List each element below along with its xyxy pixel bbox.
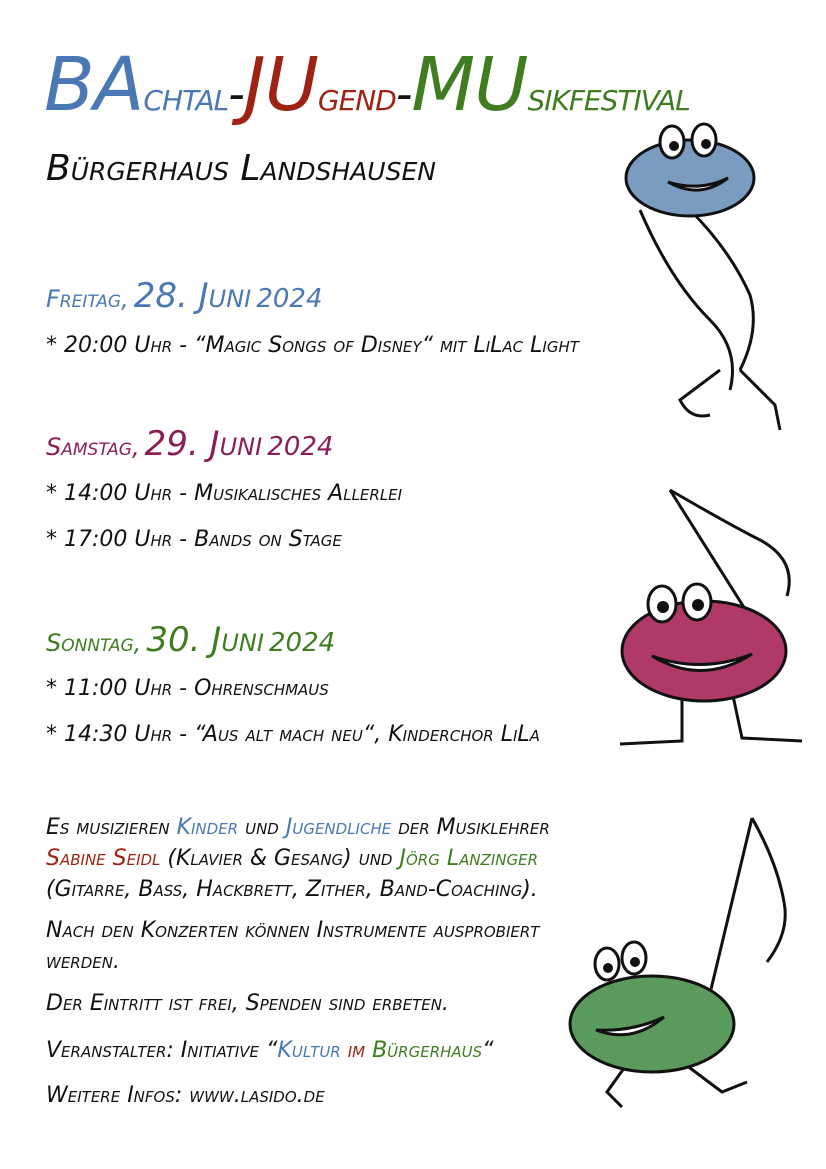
- info-kinder: Kinder: [176, 815, 239, 840]
- day-heading-sunday: [46, 620, 335, 660]
- info-text: Es musizieren: [46, 815, 177, 840]
- day-weekday: Sonntag,: [46, 629, 142, 657]
- info-kultur: Kultur: [277, 1038, 341, 1063]
- event-saturday-1: * 14:00 Uhr - Musikalisches Allerlei: [46, 481, 403, 506]
- day-year: 2024: [269, 628, 336, 658]
- info-organizer: [46, 1035, 646, 1066]
- info-buergerhaus: Bürgerhaus: [372, 1038, 483, 1063]
- info-text: und: [238, 815, 286, 840]
- festival-title: [44, 42, 690, 128]
- info-instruments: Nach den Konzerten können Instrumente ausprobiert werden.: [46, 918, 540, 974]
- title-word-1-initial: BA: [44, 42, 144, 128]
- teacher-joerg-lanzinger: Jörg Lanzinger: [399, 846, 539, 871]
- info-text: Veranstalter: Initiative “: [46, 1038, 278, 1063]
- info-text: der Musiklehrer: [391, 815, 550, 840]
- day-weekday: Freitag,: [46, 285, 129, 313]
- info-text: “: [482, 1038, 494, 1063]
- title-word-3-rest: sikfestival: [527, 74, 690, 120]
- info-im: im: [340, 1038, 373, 1063]
- day-heading-saturday: [46, 424, 333, 464]
- teacher-sabine-seidl: Sabine Seidl: [46, 846, 161, 871]
- event-friday-1: * 20:00 Uhr - “Magic Songs of Disney“ mit LiLac Light: [46, 333, 579, 358]
- info-text: (Gitarre, Bass, Hackbrett, Zither, Band-Coaching).: [46, 877, 538, 902]
- title-word-1-rest: chtal: [143, 74, 229, 120]
- title-word-2-rest: gend: [317, 74, 396, 120]
- day-date: 29. Juni: [144, 424, 263, 464]
- green-note-character-icon: [562, 812, 802, 1112]
- day-weekday: Samstag,: [46, 433, 140, 461]
- day-date: 30. Juni: [146, 620, 264, 660]
- info-website: Weitere Infos: www.lasido.de: [46, 1083, 325, 1108]
- day-year: 2024: [256, 284, 323, 314]
- info-jugendliche: Jugendliche: [285, 815, 392, 840]
- day-date: 28. Juni: [133, 276, 252, 316]
- info-admission: Der Eintritt ist frei, Spenden sind erbeten.: [46, 991, 449, 1016]
- blue-note-character-icon: [600, 120, 800, 440]
- title-word-2-initial: JU: [243, 42, 318, 128]
- title-dash-1: -: [228, 67, 244, 121]
- venue-name: Bürgerhaus Landshausen: [46, 148, 436, 189]
- magenta-note-character-icon: [612, 486, 812, 756]
- title-word-3-initial: MU: [411, 42, 528, 128]
- event-saturday-2: * 17:00 Uhr - Bands on Stage: [46, 527, 342, 552]
- event-sunday-1: * 11:00 Uhr - Ohrenschmaus: [46, 676, 329, 701]
- event-sunday-2: * 14:30 Uhr - “Aus alt mach neu“, Kinderchor LiLa: [46, 722, 540, 747]
- info-text: (Klavier & Gesang) und: [160, 846, 400, 871]
- day-year: 2024: [267, 432, 334, 462]
- day-heading-friday: [46, 276, 323, 316]
- title-dash-2: -: [395, 67, 412, 121]
- info-performers: [46, 812, 646, 905]
